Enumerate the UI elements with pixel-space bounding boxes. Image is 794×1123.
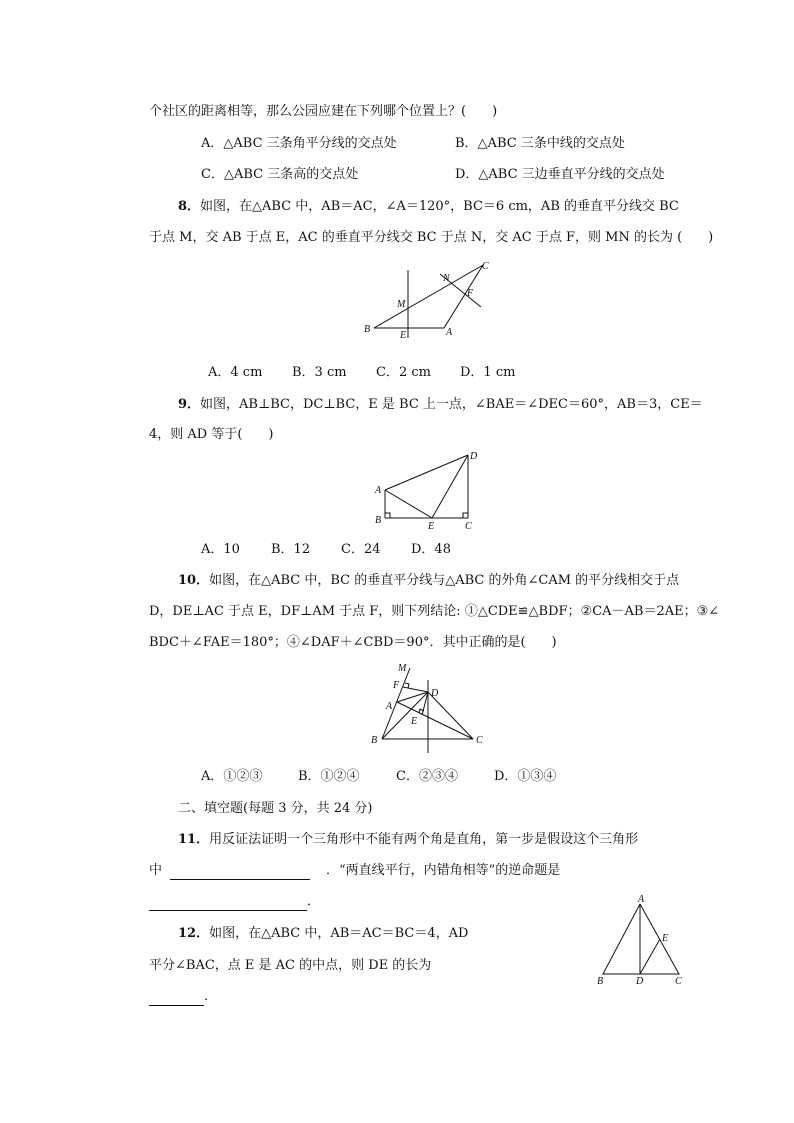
q8-option-a: A．4 cm (208, 365, 263, 380)
q9-segment-ae (385, 490, 432, 518)
q8-label-f: F (467, 288, 474, 299)
q11-text-1: 用反证法证明一个三角形中不能有两个角是直角，第一步是假设这个三角形 (209, 832, 639, 847)
section-heading-fill-in: 二、填空题(每题 3 分，共 24 分) (178, 801, 373, 816)
q9-right-angle-c (463, 513, 468, 518)
q12-label-b: B (597, 976, 604, 986)
q10-stem-line3: BDC＋∠FAE＝180°；④∠DAF＋∠CBD＝90°．其中正确的是( ) (149, 635, 557, 650)
q11-text-2-pre: 中 (149, 863, 163, 878)
q7-option-d: D．△ABC 三边垂直平分线的交点处 (455, 167, 665, 182)
q12-stem-line3 (149, 988, 217, 1006)
q8-label-b: B (364, 324, 371, 335)
q12-answer-blank[interactable] (149, 991, 204, 1006)
q9-option-d: D．48 (411, 542, 451, 557)
q8-option-b: B．3 cm (292, 365, 347, 380)
q10-option-d: D．①③④ (494, 769, 557, 784)
q11-answer-blank-2[interactable] (149, 896, 307, 911)
q9-stem-line2: 4，则 AD 等于( ) (149, 427, 274, 442)
q12-stem-line1 (178, 925, 468, 943)
q10-label-m: M (398, 663, 407, 674)
q9-label-d: D (470, 451, 478, 462)
q9-segment-ad (385, 455, 468, 490)
q11-stem-line3 (149, 893, 320, 911)
q11-answer-blank-1[interactable] (170, 865, 310, 880)
q10-segment-ac (397, 702, 473, 739)
q10-label-b: B (371, 735, 378, 746)
q8-label-e: E (400, 330, 407, 341)
q12-label-d: D (636, 976, 644, 986)
q8-label-c: C (482, 261, 489, 272)
q9-label-e: E (428, 521, 435, 532)
q12-text-3-post: ． (204, 989, 218, 1004)
q10-segment-df (403, 687, 428, 692)
q11-stem-line2 (149, 862, 560, 880)
q8-number: 8． (178, 199, 201, 214)
q12-text-1: 如图，在△ABC 中，AB＝AC＝BC＝4，AD (209, 926, 469, 941)
q10-label-a: A (386, 701, 393, 712)
q10-label-c: C (476, 735, 483, 746)
q7-stem: 个社区的距离相等，那么公园应建在下列哪个位置上？( ) (149, 104, 498, 119)
q8-label-m: M (397, 299, 406, 310)
q12-stem-line2: 平分∠BAC，点 E 是 AC 的中点，则 DE 的长为 (149, 958, 432, 973)
q8-stem-line1 (178, 198, 679, 216)
q12-label-e: E (662, 933, 669, 944)
q12-label-c: C (675, 976, 682, 986)
q10-label-e: E (411, 716, 418, 727)
q9-stem-line1 (178, 396, 703, 414)
q8-text-1: 如图，在△ABC 中，AB＝AC，∠A＝120°，BC＝6 cm，AB 的垂直平分线交 BC (200, 199, 679, 214)
q8-option-c: C．2 cm (376, 365, 431, 380)
q7-option-c: C．△ABC 三条高的交点处 (201, 167, 359, 182)
q10-option-c: C．②③④ (396, 769, 458, 784)
q10-number: 10． (178, 573, 210, 588)
q9-option-b: B．12 (271, 542, 311, 557)
q10-stem-line1 (178, 572, 679, 590)
q9-text-1: 如图，AB⊥BC，DC⊥BC，E 是 BC 上一点，∠BAE＝∠DEC＝60°，AB＝3，CE＝ (200, 397, 703, 412)
q10-figure (365, 660, 490, 755)
q9-segment-de (432, 455, 468, 518)
q11-text-2-post: ．“两直线平行，内错角相等”的逆命题是 (326, 863, 561, 878)
q9-figure (370, 448, 490, 532)
q8-label-a: A (446, 327, 453, 338)
q9-option-c: C．24 (341, 542, 381, 557)
q8-figure (360, 258, 500, 342)
q10-label-d: D (431, 688, 439, 699)
q8-option-d: D．1 cm (460, 365, 516, 380)
q10-label-f: F (393, 680, 400, 691)
q11-text-3-post: ． (307, 894, 321, 909)
q9-label-a: A (375, 485, 382, 496)
q8-stem-line2: 于点 M，交 AB 于点 E，AC 的垂直平分线交 BC 于点 N，交 AC 于点 F，则 MN 的长为 ( ) (149, 230, 714, 245)
q8-label-n: N (443, 273, 450, 284)
q9-label-c: C (465, 521, 472, 532)
q9-option-a: A．10 (201, 542, 240, 557)
q10-segment-cd (428, 692, 473, 739)
q7-option-b: B．△ABC 三条中线的交点处 (455, 136, 625, 151)
q9-right-angle-b (385, 513, 390, 518)
q12-label-a: A (638, 894, 645, 905)
q10-stem-line2: D，DE⊥AC 于点 E，DF⊥AM 于点 F，则下列结论: ①△CDE≌△BDF；②CA－AB＝2AE；③∠ (149, 604, 720, 619)
q11-stem-line1 (178, 831, 638, 849)
q9-number: 9． (178, 397, 201, 412)
q11-number: 11． (178, 832, 210, 847)
q10-option-b: B．①②④ (298, 769, 360, 784)
q10-text-1: 如图，在△ABC 中，BC 的垂直平分线与△ABC 的外角∠CAM 的平分线相交于点 (209, 573, 680, 588)
q12-number: 12． (178, 926, 210, 941)
q7-option-a: A．△ABC 三条角平分线的交点处 (201, 136, 397, 151)
q10-option-a: A．①②③ (201, 769, 263, 784)
q12-segment-de (640, 939, 660, 974)
q12-figure (592, 894, 692, 986)
q9-label-b: B (375, 515, 382, 526)
